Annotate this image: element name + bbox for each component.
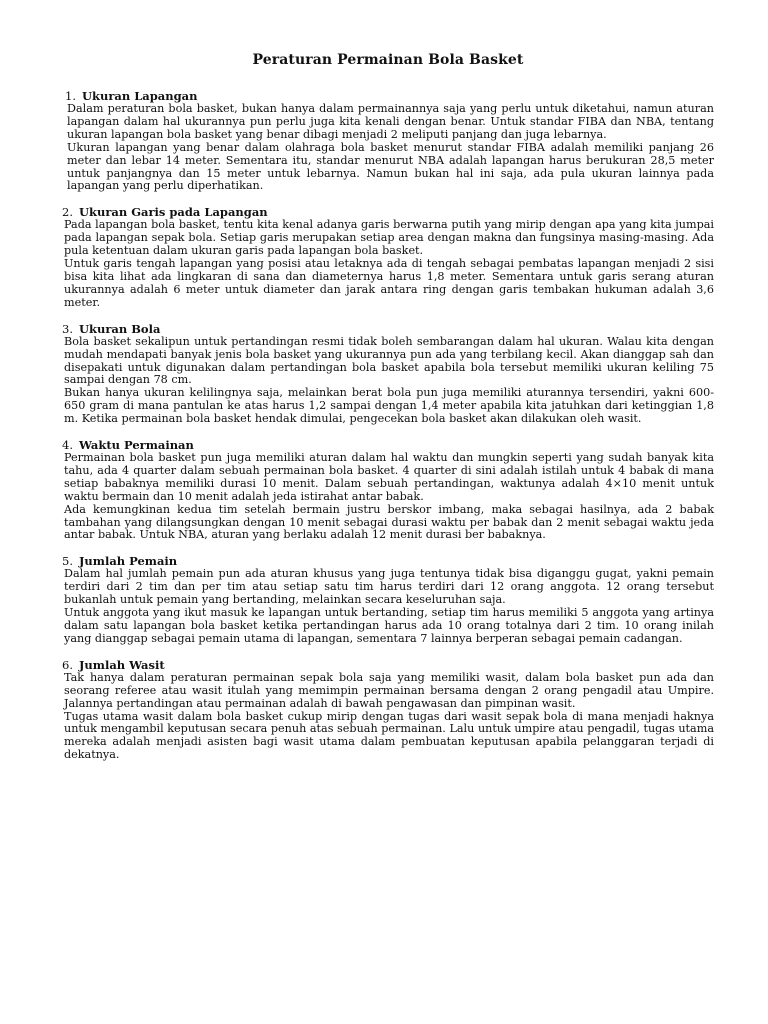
section-waktu-permainan	[62, 439, 714, 542]
section-title: Waktu Permainan	[78, 438, 194, 453]
section-heading	[62, 659, 714, 672]
section-ukuran-lapangan	[62, 90, 714, 193]
paragraph: Untuk anggota yang ikut masuk ke lapangan untuk bertanding, setiap tim harus memiliki 5 anggota yang artinya dalam satu lapangan bola basket ketika pertandingan harus ada 10 orang totalnya dari 2 tim. 10 orang inilah yang dianggap sebagai pemain utama di lapangan, sementara 7 lainnya berperan sebagai pemain cadangan.	[64, 606, 714, 645]
paragraph: Ada kemungkinan kedua tim setelah bermain justru berskor imbang, maka sebagai hasilnya, ada 2 babak tambahan yang dilangsungkan dengan 10 menit sebagai durasi waktu per babak dan 2 menit sebagai waktu jeda antar babak. Untuk NBA, aturan yang berlaku adalah 12 menit durasi ber babaknya.	[64, 502, 714, 542]
section-title: Ukuran Lapangan	[81, 89, 198, 103]
paragraph: Dalam hal jumlah pemain pun ada aturan khusus yang juga tentunya tidak bisa diganggu gugat, yakni pemain terdiri dari 2 tim dan per tim atau setiap satu tim harus terdiri dari 12 orang anggota. 12 orang tersebut bukanlah untuk pemain yang bertanding, melainkan secara keseluruhan saja.	[64, 567, 714, 607]
section-heading	[62, 323, 714, 336]
section-number: 3.	[62, 321, 73, 336]
section-number: 1.	[65, 89, 76, 103]
paragraph: Bukan hanya ukuran kelilingnya saja, melainkan berat bola pun juga memiliki aturannya tersendiri, yakni 600-650 gram di mana pantulan ke atas harus 1,2 sampai dengan 1,4 meter apabila kita jatuhkan dari ketinggian 1,8 m. Ketika permainan bola basket hendak dimulai, pengecekan bola basket akan dilakukan oleh wasit.	[64, 386, 714, 426]
section-title: Ukuran Garis pada Lapangan	[78, 205, 268, 220]
section-jumlah-wasit	[62, 659, 714, 762]
section-number: 2.	[62, 205, 73, 220]
paragraph: Pada lapangan bola basket, tentu kita kenal adanya garis berwarna putih yang mirip dengan apa yang kita jumpai pada lapangan sepak bola. Setiap garis merupakan setiap area dengan makna dan fungsinya masing-masing. Ada pula ketentuan dalam ukuran garis pada lapangan bola basket.	[64, 218, 714, 258]
section-ukuran-garis	[62, 206, 714, 309]
paragraph: Permainan bola basket pun juga memiliki aturan dalam hal waktu dan mungkin seperti yang sudah banyak kita tahu, ada 4 quarter dalam sebuah permainan bola basket. 4 quarter di sini adalah istilah untuk 4 babak di mana setiap babaknya memiliki durasi 10 menit. Dalam sebuah pertandingan, waktunya adalah 4×10 menit untuk waktu bermain dan 10 menit adalah jeda istirahat antar babak.	[64, 451, 714, 503]
paragraph: Tak hanya dalam peraturan permainan sepak bola saja yang memiliki wasit, dalam bola basket pun ada dan seorang referee atau wasit itulah yang memimpin permainan bersama dengan 2 orang pengadil atau Umpire. Jalannya pertandingan atau permainan adalah di bawah pengawasan dan pimpinan wasit.	[64, 670, 714, 710]
document-page	[62, 52, 714, 775]
document-title: Peraturan Permainan Bola Basket	[252, 52, 524, 68]
section-title: Jumlah Pemain	[78, 554, 178, 569]
paragraph: Untuk garis tengah lapangan yang posisi atau letaknya ada di tengah sebagai pembatas lapangan menjadi 2 sisi bisa kita lihat ada lingkaran di sana dan diameternya harus 1,8 meter. Sementara untuk garis serang aturan ukurannya adalah 6 meter untuk diameter dan jarak antara ring dengan garis tembakan hukuman adalah 3,6 meter.	[64, 257, 714, 309]
section-ukuran-bola	[62, 323, 714, 426]
section-number: 4.	[62, 438, 73, 453]
section-number: 5.	[62, 554, 73, 569]
paragraph: Ukuran lapangan yang benar dalam olahraga bola basket menurut standar FIBA adalah memiliki panjang 26 meter dan lebar 14 meter. Sementara itu, standar menurut NBA adalah lapangan harus berukuran 28,5 meter untuk panjangnya dan 15 meter untuk lebarnya. Namun bukan hal ini saja, ada pula ukuran lainnya pada lapangan yang perlu diperhatikan.	[67, 140, 714, 193]
paragraph: Dalam peraturan bola basket, bukan hanya dalam permainannya saja yang perlu untuk diketahui, namun aturan lapangan dalam hal ukurannya pun perlu juga kita kenali dengan benar. Untuk standar FIBA dan NBA, tentang ukuran lapangan bola basket yang benar dibagi menjadi 2 meliputi panjang dan juga lebarnya.	[67, 102, 714, 141]
section-title: Jumlah Wasit	[78, 657, 165, 672]
paragraph: Tugas utama wasit dalam bola basket cukup mirip dengan tugas dari wasit sepak bola di mana menjadi haknya untuk mengambil keputusan secara penuh atas sebuah permainan. Lalu untuk umpire atau pengadil, tugas utama mereka adalah menjadi asisten bagi wasit utama dalam pembuatan keputusan apabila pelanggaran terjadi di dekatnya.	[64, 709, 714, 762]
section-title: Ukuran Bola	[78, 321, 161, 336]
section-jumlah-pemain	[62, 555, 714, 645]
section-number: 6.	[62, 657, 73, 672]
paragraph: Bola basket sekalipun untuk pertandingan resmi tidak boleh sembarangan dalam hal ukuran. Walau kita dengan mudah mendapati banyak jenis bola basket yang ukurannya pun ada yang terbilang kecil. Akan dianggap sah dan disepakati untuk digunakan dalam pertandingan bola basket apabila bola tersebut memiliki ukuran keliling 75 sampai dengan 78 cm.	[64, 334, 714, 387]
